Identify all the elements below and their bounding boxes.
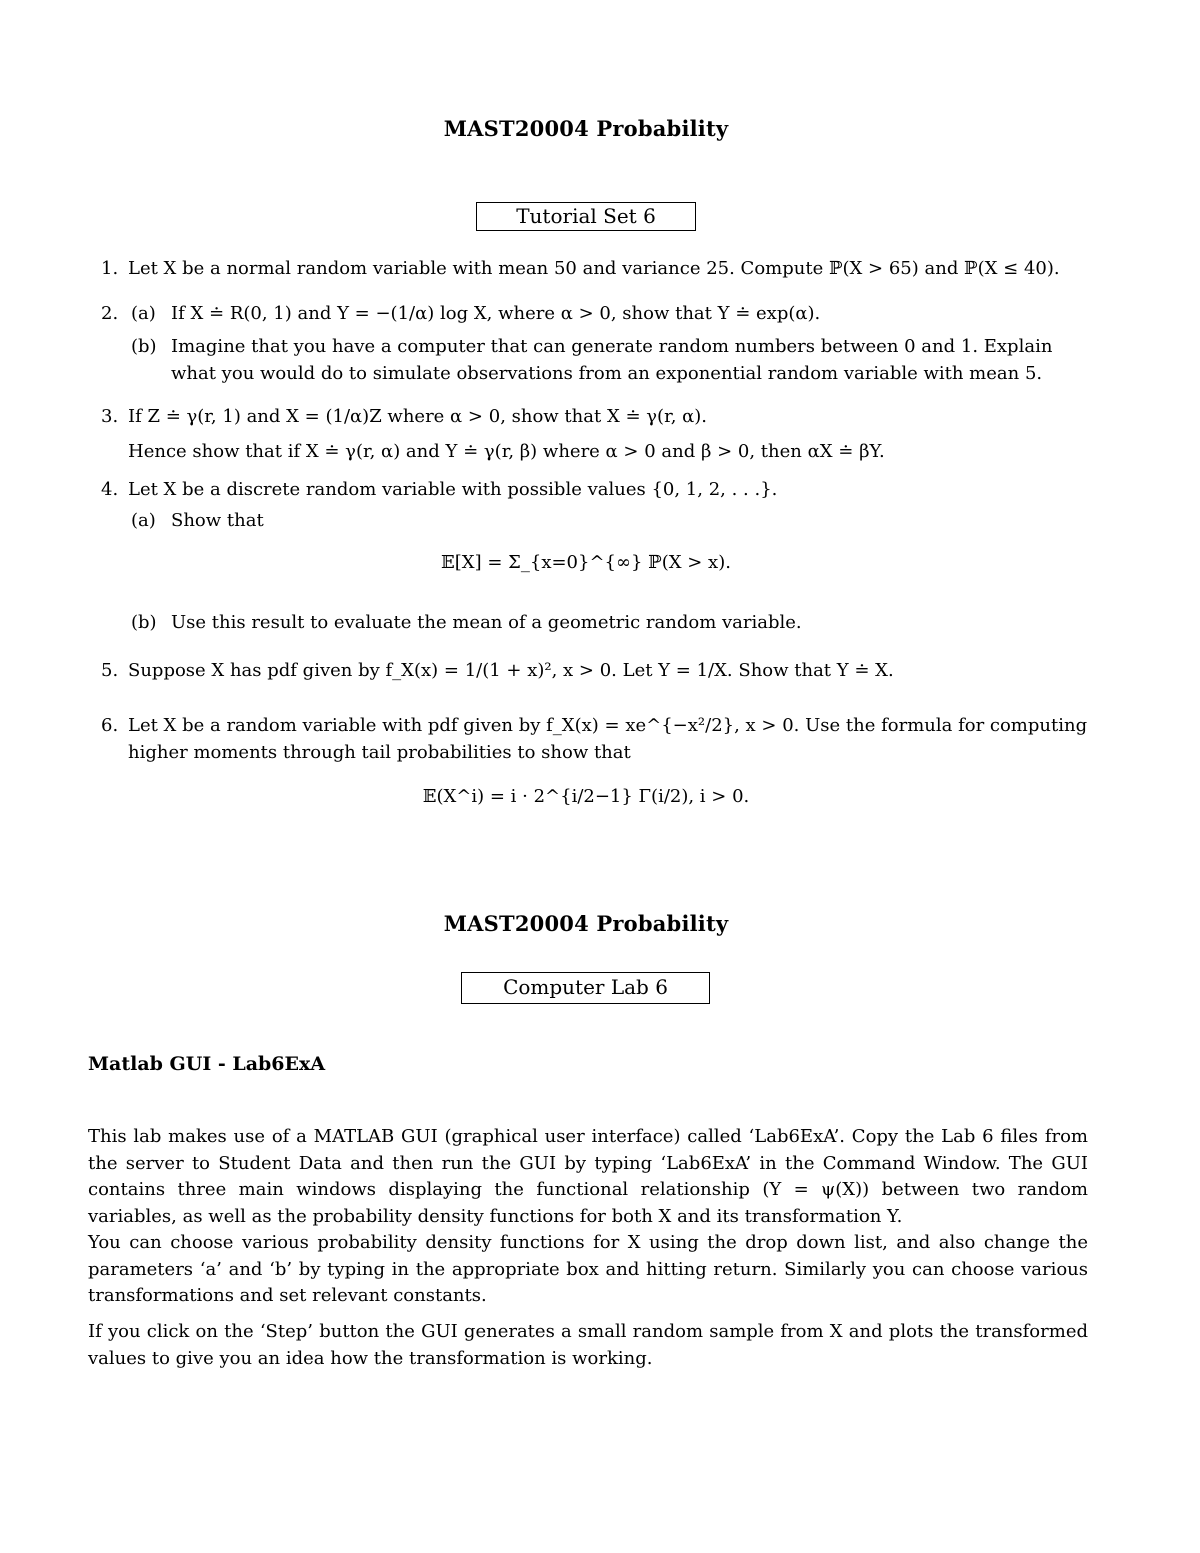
question-1 [101,258,1060,280]
question-text: Let X be a normal random variable with mean 50 and variance 25. Compute ℙ(X > 65) and ℙ(X ≤ 40). [128,258,1060,279]
section-title: Matlab GUI - Lab6ExA [88,1053,326,1075]
question-2a-text: If X ≐ R(0, 1) and Y = −(1/α) log X, where α > 0, show that Y ≐ exp(α). [171,303,821,324]
question-4-number: 4. [101,479,119,500]
computer-lab-box: Computer Lab 6 [461,972,710,1004]
question-6-formula: 𝔼(X^i) = i · 2^{i/2−1} Γ(i/2), i > 0. [422,786,750,807]
question-3-number: 3. [101,406,119,427]
question-4a-label: (a) [131,510,156,531]
question-number: 1. [101,258,119,279]
question-2b-line-1: Imagine that you have a computer that can generate random numbers between 0 and 1. Explain [171,336,1053,357]
question-5-number: 5. [101,660,119,681]
question-4b-label: (b) [131,612,157,633]
question-4b-text: Use this result to evaluate the mean of a geometric random variable. [171,612,802,633]
paragraph-step: If you click on the ‘Step’ button the GUI generates a small random sample from X and plots the transformed values to give you an idea how the transformation is working. [88,1321,1088,1369]
question-4-line-1: Let X be a discrete random variable with possible values {0, 1, 2, . . .}. [128,479,778,500]
question-2-number: 2. [101,303,119,324]
question-5-text: Suppose X has pdf given by f_X(x) = 1/(1 + x)², x > 0. Let Y = 1/X. Show that Y ≐ X. [128,660,894,681]
page-title: MAST20004 Probability [443,116,729,141]
question-4a-text: Show that [171,510,264,531]
question-2a-label: (a) [131,303,156,324]
question-2b-line-2: what you would do to simulate observations from an exponential random variable with mean 5. [171,363,1043,384]
question-6-number: 6. [101,715,119,736]
paragraph-options: You can choose various probability density functions for X using the drop down list, and also change the parameters ‘a’ and ‘b’ by typing in the appropriate box and hitting return. Similarly you can choose various transformations and set relevant constants. [88,1232,1088,1306]
lab-title: MAST20004 Probability [443,911,729,936]
question-6-line-2: higher moments through tail probabilities to show that [128,742,631,763]
paragraph-intro: This lab makes use of a MATLAB GUI (graphical user interface) called ‘Lab6ExA’. Copy the Lab 6 files from the server to Student Data and then run the GUI by typing ‘Lab6ExA’ in the Command Window. The GUI contains three main windows displaying the functional relationship (Y = ψ(X)) between two random variables, as well as the probability density functions for both X and its transformation Y. [88,1126,1088,1227]
question-4-formula: 𝔼[X] = Σ_{x=0}^{∞} ℙ(X > x). [441,552,731,573]
question-3-line-2: Hence show that if X ≐ γ(r, α) and Y ≐ γ(r, β) where α > 0 and β > 0, then αX ≐ βY. [128,441,885,462]
tutorial-set-box: Tutorial Set 6 [476,202,696,231]
question-3-line-1: If Z ≐ γ(r, 1) and X = (1/α)Z where α > 0, show that X ≐ γ(r, α). [128,406,708,427]
question-2b-label: (b) [131,336,157,357]
question-6-line-1: Let X be a random variable with pdf given by f_X(x) = xe^{−x²/2}, x > 0. Use the formula for computing [128,715,1088,736]
